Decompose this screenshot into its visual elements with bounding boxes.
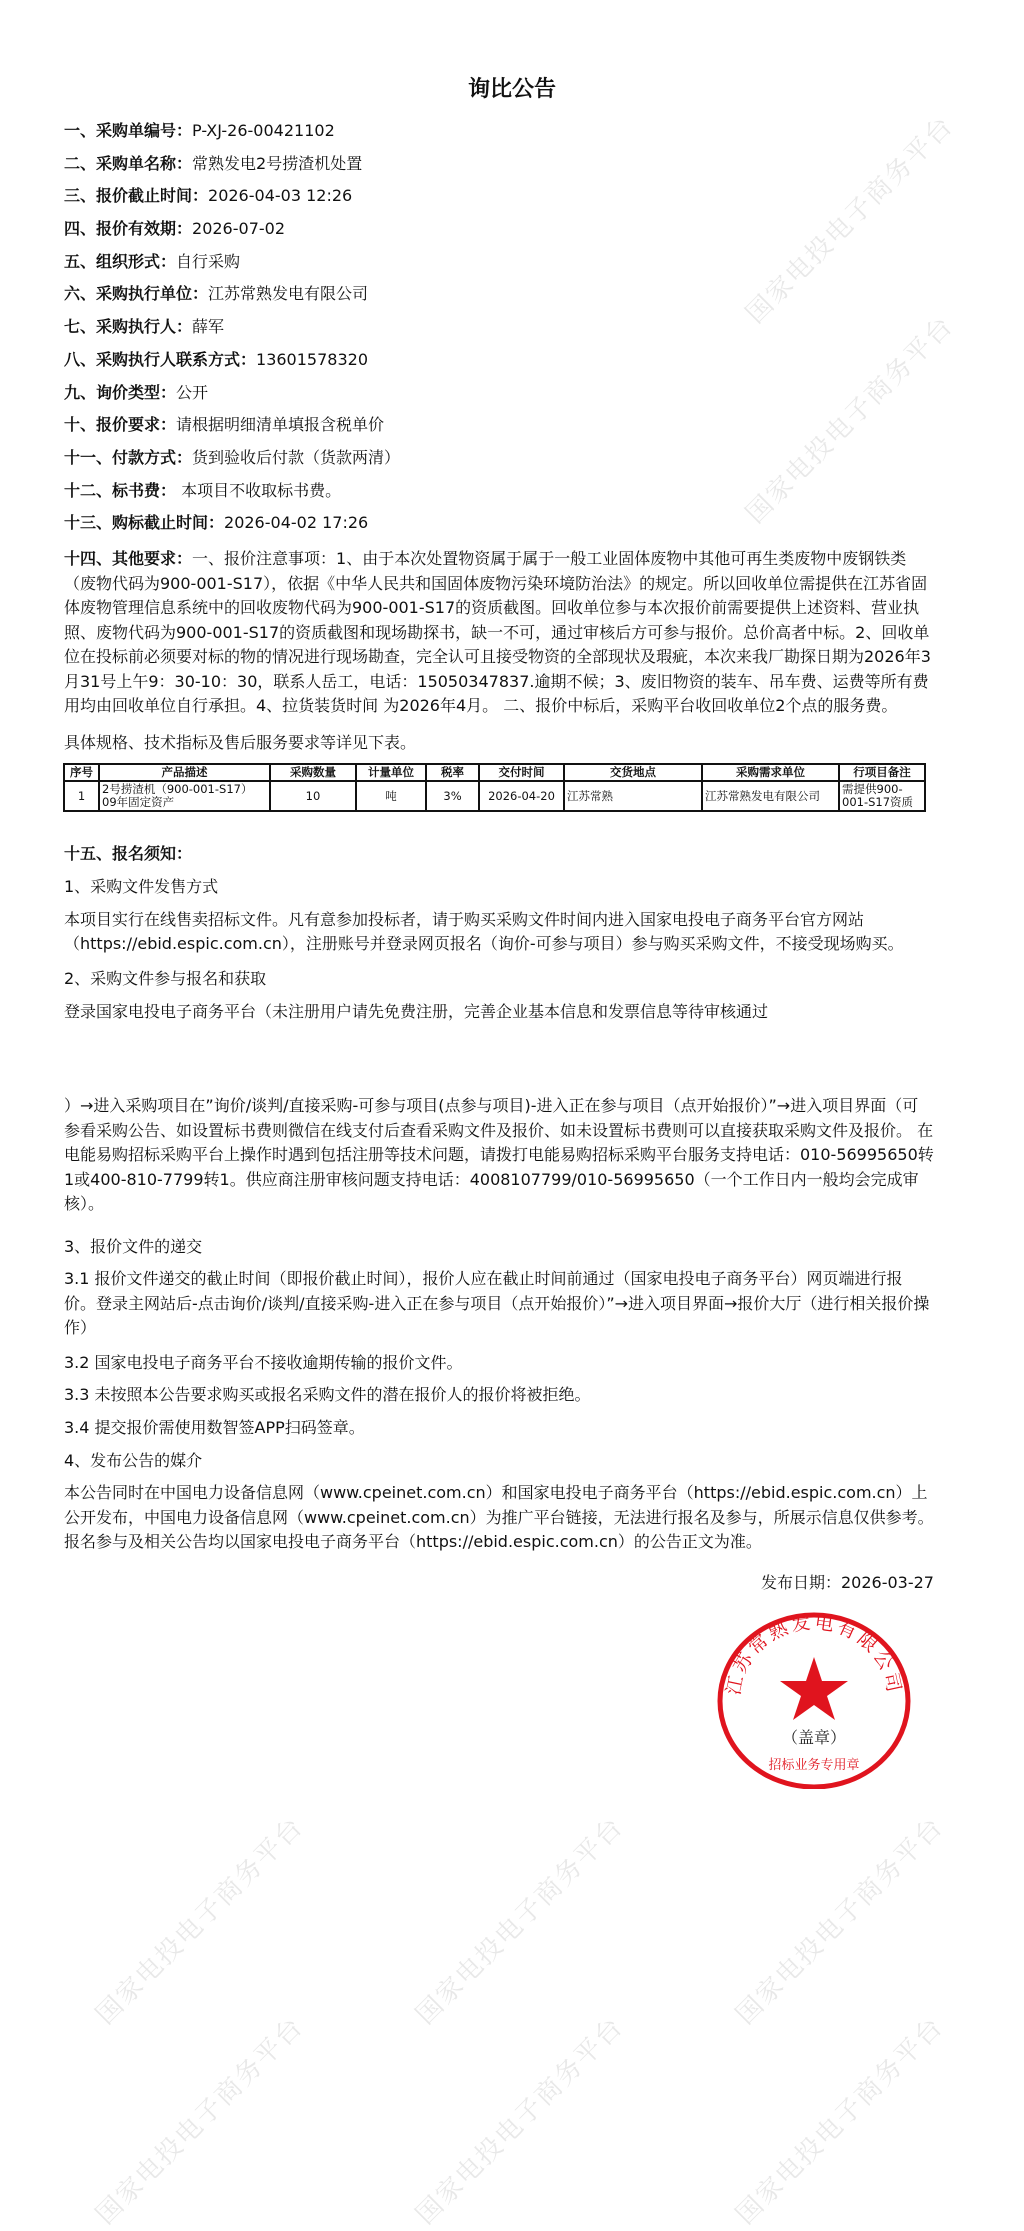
table-cell: 3%: [426, 781, 479, 811]
info-item: [64, 119, 934, 143]
info-label: 十二、标书费：: [64, 480, 177, 500]
info-item: [64, 413, 934, 437]
sub-heading-2: 2、采购文件参与报名和获取: [64, 968, 267, 988]
info-value: P-XJ-26-00421102: [192, 121, 335, 140]
info-label: 一、采购单编号：: [64, 121, 193, 140]
info-item: [64, 348, 934, 372]
info-value: 本项目不收取标书费。: [176, 480, 342, 500]
paragraph-3-1: 3.1 报价文件递交的截止时间（即报价截止时间），报价人应在截止时间前通过（国家电投电子商务平台）网页端进行报价。登录主网站后-点击询价/谈判/直接采购-进入正在参与项目（点开始报价）”→进入项目界面→报价大厅（进行相关报价操作）: [64, 1269, 930, 1338]
watermark-text: 国家电投电子商务平台: [730, 1811, 950, 2031]
info-item: [64, 152, 934, 176]
paragraph-4: 本公告同时在中国电力设备信息网（www.cpeinet.com.cn）和国家电投电子商务平台（https://ebid.espic.com.cn）上公开发布，中国电力设备信息网（www.cpeinet.com.cn）为推广平台链接，无法进行报名及参与，所展示信息仅供参考。报名参与及相关公告均以国家电投电子商务平台（https://ebid.espic.com.cn）的公告正文为准。: [64, 1483, 934, 1552]
info-value: 2026-04-03 12:26: [208, 186, 353, 206]
info-label: 四、报价有效期：: [64, 219, 193, 239]
watermark-text: 国家电投电子商务平台: [410, 1811, 630, 2031]
info-item: [64, 217, 934, 241]
page-title: 询比公告: [467, 77, 556, 102]
column-header: 交付时间: [479, 764, 564, 781]
item-table: [63, 763, 926, 812]
table-row: [64, 781, 925, 811]
column-header: 序号: [64, 764, 99, 781]
info-value: 常熟发电2号捞渣机处置: [192, 153, 363, 173]
info-item: [64, 315, 934, 339]
info-label: 六、采购执行单位：: [64, 284, 209, 304]
info-value: 2026-04-02 17:26: [224, 513, 369, 533]
info-label: 三、报价截止时间：: [64, 186, 209, 206]
table-header-row: [64, 764, 925, 781]
sub-heading-3: 3、报价文件的递交: [64, 1236, 203, 1256]
watermark-text: 国家电投电子商务平台: [740, 110, 960, 330]
seal-mark-text: （盖章）: [781, 1727, 847, 1747]
other-requirements: [64, 547, 934, 719]
paragraph-2b: ）→进入采购项目在”询价/谈判/直接采购-可参与项目(点参与项目)-进入正在参与项目（点开始报价）”→进入项目界面（可参看采购公告、如设置标书费则微信在线支付后查看采购文件及报价、如未设置标书费则可以直接获取采购文件及报价。 在电能易购招标采购平台上操作时遇到包括注册等技术问题，请拨打电能易购招标采购平台服务支持电话：010-56995650转 1或400-810-7799转1。供应商注册审核问题支持电话：4008107799/010-56995650（一个工作日内一般均会完成审核）。: [64, 1096, 934, 1213]
table-cell: 2号捞渣机（900-001-S17）09年固定资产: [99, 781, 270, 811]
column-header: 产品描述: [99, 764, 270, 781]
table-cell: 10: [270, 781, 356, 811]
paragraph-1: 本项目实行在线售卖招标文件。凡有意参加投标者，请于购买采购文件时间内进入国家电投电子商务平台官方网站（https://ebid.espic.com.cn），注册账号并登录网页报名（询价-可参与项目）参与购买采购文件，不接受现场购买。: [64, 909, 904, 954]
info-label: 七、采购执行人：: [64, 317, 193, 337]
table-cell: 需提供900-001-S17资质: [839, 781, 925, 811]
table-cell: 江苏常熟: [564, 781, 702, 811]
info-item: [64, 479, 934, 503]
table-cell: 2026-04-20: [479, 781, 564, 811]
column-header: 税率: [426, 764, 479, 781]
column-header: 行项目备注: [839, 764, 925, 781]
paragraph-3-4: 3.4 提交报价需使用数智签APP扫码签章。: [64, 1418, 365, 1438]
seal-purpose-text: 招标业务专用章: [768, 1757, 860, 1773]
watermark-text: 国家电投电子商务平台: [410, 2011, 630, 2231]
sub-heading-1: 1、采购文件发售方式: [64, 877, 219, 897]
star-icon: [780, 1657, 848, 1720]
paragraph-2a: 登录国家电投电子商务平台（未注册用户请先免费注册，完善企业基本信息和发票信息等待审核通过: [64, 1001, 769, 1021]
info-value: 2026-07-02: [192, 219, 285, 239]
column-header: 计量单位: [356, 764, 426, 781]
column-header: 采购需求单位: [702, 764, 839, 781]
other-label: 十四、其他要求：: [64, 549, 193, 569]
info-label: 九、询价类型：: [64, 382, 177, 402]
table-cell: 江苏常熟发电有限公司: [702, 781, 839, 811]
sub-heading-4: 4、发布公告的媒介: [64, 1450, 203, 1470]
other-text: 一、报价注意事项：1、由于本次处置物资属于属于一般工业固体废物中其他可再生类废物中废钢铁类（废物代码为900-001-S17），依据《中华人民共和国固体废物污染环境防治法》的规定。所以回收单位需提供在江苏省固体废物管理信息系统中的回收废物代码为900-001-S17的资质截图。回收单位参与本次报价前需要提供上述资料、营业执照、废物代码为900-001-S17的资质截图和现场勘探书，缺一不可，通过审核后方可参与报价。总价高者中标。2、回收单位在投标前必须要对标的物的情况进行现场勘查，完全认可且接受物资的全部现状及瑕疵，本次来我厂勘探日期为2026年3月31号上午9：30-10：30，联系人岳工，电话：15050347837.逾期不候；3、废旧物资的装车、吊车费、运费等所有费用均由回收单位自行承担。4、拉货装货时间 为2026年4月。 二、报价中标后，采购平台收回收单位2个点的服务费。: [64, 549, 931, 716]
section-15-heading: 十五、报名须知：: [64, 844, 193, 864]
info-list: [64, 119, 934, 535]
paragraph-3-2: 3.2 国家电投电子商务平台不接收逾期传输的报价文件。: [64, 1352, 463, 1372]
seal-company-text: 江苏常熟发电有限公司: [722, 1611, 906, 1697]
company-seal: [714, 1605, 914, 1789]
info-item: [64, 250, 934, 274]
info-label: 五、组织形式：: [64, 251, 177, 271]
info-value: 自行采购: [176, 251, 241, 271]
info-value: 公开: [176, 382, 209, 402]
watermark-text: 国家电投电子商务平台: [90, 2011, 310, 2231]
table-cell: 吨: [356, 781, 426, 811]
info-item: [64, 381, 934, 405]
column-header: 采购数量: [270, 764, 356, 781]
info-label: 二、采购单名称：: [64, 153, 193, 173]
signature-block: [64, 1571, 934, 1801]
info-item: [64, 446, 934, 470]
watermark-text: 国家电投电子商务平台: [740, 310, 960, 530]
info-item: [64, 282, 934, 306]
info-label: 十、报价要求：: [64, 415, 177, 435]
info-value: 13601578320: [256, 349, 368, 369]
info-item: [64, 511, 934, 535]
info-value: 薛军: [192, 317, 225, 337]
info-value: 货到验收后付款（货款两清）: [192, 447, 401, 467]
column-header: 交货地点: [564, 764, 702, 781]
info-label: 十三、购标截止时间：: [64, 513, 225, 533]
info-label: 十一、付款方式：: [64, 447, 193, 467]
info-value: 请根据明细清单填报含税单价: [176, 415, 385, 435]
watermark-text: 国家电投电子商务平台: [730, 2011, 950, 2231]
info-item: [64, 184, 934, 208]
watermark-text: 国家电投电子商务平台: [90, 1811, 310, 2031]
info-value: 江苏常熟发电有限公司: [208, 284, 369, 304]
watermark-layer-bottom: [0, 1801, 1024, 2231]
paragraph-3-3: 3.3 未按照本公告要求购买或报名采购文件的潜在报价人的报价将被拒绝。: [64, 1385, 591, 1405]
table-cell: 1: [64, 781, 99, 811]
info-label: 八、采购执行人联系方式：: [64, 349, 257, 369]
publish-date: 发布日期：2026-03-27: [761, 1572, 934, 1592]
table-intro: 具体规格、技术指标及售后服务要求等详见下表。: [64, 732, 417, 752]
